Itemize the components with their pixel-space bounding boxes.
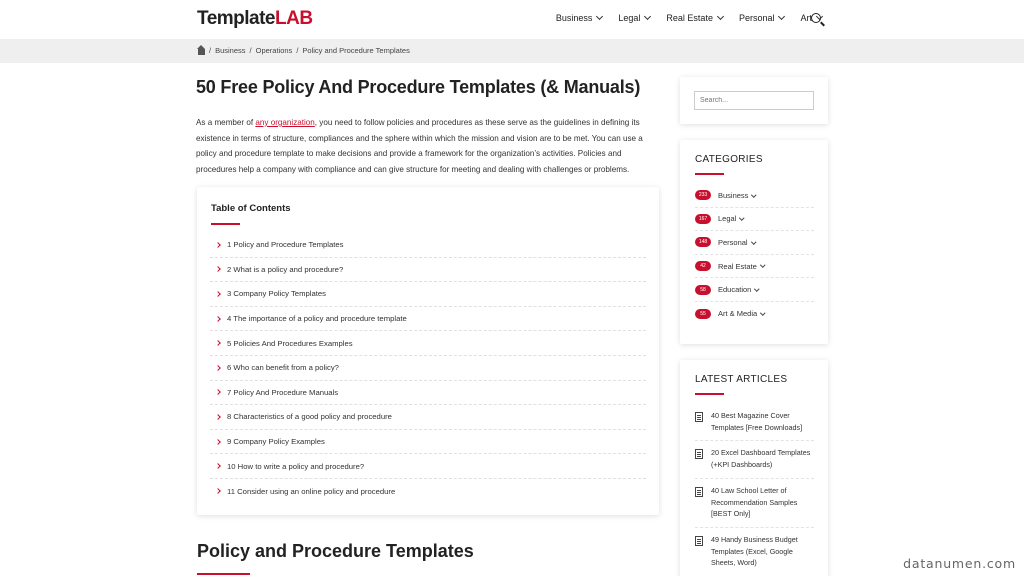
chevron-right-icon: [215, 463, 221, 469]
toc-item[interactable]: [210, 233, 646, 258]
search-icon[interactable]: [811, 13, 821, 23]
latest-articles-title: LATEST ARTICLES: [695, 374, 788, 385]
chevron-right-icon: [215, 365, 221, 371]
toc-item[interactable]: [210, 258, 646, 283]
section-heading: Policy and Procedure Templates: [197, 541, 474, 561]
chevron-down-icon: [755, 286, 760, 291]
toc-item-label: 7 Policy And Procedure Manuals: [227, 387, 339, 397]
article-title: 40 Best Magazine Cover Templates [Free Downloads]: [711, 411, 803, 432]
document-icon: [695, 487, 703, 497]
categories-underline: [695, 173, 724, 175]
document-icon: [695, 412, 703, 422]
toc-item[interactable]: [210, 405, 646, 430]
nav-legal-label: Legal: [618, 13, 641, 23]
toc-item[interactable]: [210, 356, 646, 381]
breadcrumb-operations[interactable]: Operations: [255, 46, 293, 55]
toc-item-label: 6 Who can benefit from a policy?: [227, 363, 339, 373]
toc-item[interactable]: [210, 430, 646, 455]
categories-title: CATEGORIES: [695, 154, 763, 165]
toc-title: Table of Contents: [211, 203, 291, 214]
table-of-contents: [197, 187, 659, 515]
category-label: Education: [718, 285, 752, 295]
nav-personal[interactable]: [739, 13, 785, 23]
toc-item[interactable]: [210, 331, 646, 356]
breadcrumb-business[interactable]: Business: [215, 46, 246, 55]
category-label: Real Estate: [718, 261, 757, 271]
nav-real-estate[interactable]: [666, 13, 723, 23]
nav-business-label: Business: [555, 13, 593, 23]
intro-text-start: As a member of: [196, 118, 256, 127]
toc-item[interactable]: [210, 282, 646, 307]
chevron-down-icon: [752, 192, 757, 197]
search-input[interactable]: [694, 91, 814, 110]
category-label: Art & Media: [718, 309, 758, 319]
chevron-down-icon: [740, 215, 745, 220]
chevron-right-icon: [215, 414, 221, 420]
main-nav: [556, 13, 822, 23]
category-label: Personal: [718, 237, 748, 247]
category-art-media[interactable]: [695, 302, 814, 326]
chevron-right-icon: [215, 291, 221, 297]
categories-card: [680, 140, 828, 344]
category-legal[interactable]: [695, 208, 814, 232]
intro-text-end: , you need to follow policies and procedures as these serve as the guidelines in defining its existence in terms of structure, compliances and the sphere within which the mission and vision are to be met. You can use a policy and procedure template to make decisions and provide a framework for the organization’s activities. Policies and procedures help a company with compliance and can give structure for meeting and dealing with challenges or problems.: [196, 118, 643, 174]
toc-item[interactable]: [210, 381, 646, 406]
chevron-right-icon: [215, 242, 221, 248]
toc-item-label: 2 What is a policy and procedure?: [227, 264, 344, 274]
page-title: 50 Free Policy And Procedure Templates (& Manuals): [196, 77, 641, 97]
home-icon[interactable]: [198, 49, 205, 55]
nav-legal[interactable]: [618, 13, 650, 23]
category-label: Business: [718, 190, 749, 200]
toc-item-label: 11 Consider using an online policy and procedure: [227, 486, 396, 496]
chevron-right-icon: [215, 316, 221, 322]
toc-item-label: 8 Characteristics of a good policy and procedure: [227, 412, 392, 422]
intro-paragraph: [196, 115, 658, 177]
breadcrumb-current: Policy and Procedure Templates: [302, 46, 410, 55]
toc-item-label: 3 Company Policy Templates: [227, 289, 326, 299]
category-personal[interactable]: [695, 231, 814, 255]
article-title: 49 Handy Business Budget Templates (Excel, Google Sheets, Word): [711, 534, 798, 568]
latest-articles-card: [680, 360, 828, 576]
article-link[interactable]: [695, 479, 814, 528]
nav-personal-label: Personal: [738, 13, 775, 23]
nav-art-label: Art: [800, 13, 812, 23]
chevron-down-icon: [644, 13, 651, 20]
chevron-right-icon: [215, 340, 221, 346]
toc-item[interactable]: [210, 454, 646, 479]
breadcrumb-separator: /: [296, 46, 299, 55]
toc-item[interactable]: [210, 479, 646, 504]
site-logo[interactable]: [197, 8, 313, 30]
article-title: 20 Excel Dashboard Templates (+KPI Dashboards): [711, 448, 811, 470]
chevron-right-icon: [215, 267, 221, 273]
chevron-down-icon: [778, 13, 785, 20]
watermark: datanumen.com: [903, 556, 1016, 571]
category-business[interactable]: [695, 184, 814, 208]
count-badge: 42: [695, 261, 711, 271]
breadcrumb-separator: /: [209, 46, 212, 55]
count-badge: 55: [695, 309, 711, 319]
logo-template-text: Template: [197, 8, 276, 29]
toc-item[interactable]: [210, 307, 646, 332]
count-badge: 148: [695, 237, 711, 247]
sidebar-search-card: [680, 77, 828, 124]
chevron-down-icon: [760, 310, 765, 315]
nav-business[interactable]: [556, 13, 603, 23]
count-badge: 58: [695, 285, 711, 295]
any-organization-link[interactable]: any organization: [255, 118, 315, 127]
document-icon: [695, 449, 703, 459]
section-heading-underline: [197, 573, 250, 575]
toc-list: [210, 233, 646, 504]
categories-list: [695, 184, 814, 326]
latest-articles-underline: [695, 393, 724, 395]
chevron-down-icon: [751, 239, 756, 244]
toc-item-label: 10 How to write a policy and procedure?: [227, 461, 365, 471]
latest-articles-list: [695, 404, 814, 576]
chevron-right-icon: [215, 390, 221, 396]
toc-item-label: 5 Policies And Procedures Examples: [227, 338, 353, 348]
article-title: 40 Law School Letter of Recommendation Samples [BEST Only]: [711, 485, 798, 519]
chevron-down-icon: [596, 13, 603, 20]
category-label: Legal: [718, 214, 737, 224]
breadcrumb: [198, 46, 410, 55]
chevron-down-icon: [760, 263, 765, 268]
breadcrumb-bar: [0, 39, 1024, 63]
toc-underline: [211, 223, 240, 225]
site-header: [0, 0, 1024, 39]
breadcrumb-separator: /: [249, 46, 252, 55]
article-link[interactable]: [695, 404, 814, 441]
chevron-right-icon: [215, 439, 221, 445]
chevron-right-icon: [215, 488, 221, 494]
count-badge: 233: [695, 190, 711, 200]
count-badge: 167: [695, 214, 711, 224]
article-link[interactable]: [695, 528, 814, 576]
chevron-down-icon: [717, 13, 724, 20]
category-education[interactable]: [695, 278, 814, 302]
logo-lab-text: LAB: [275, 8, 313, 29]
article-link[interactable]: [695, 441, 814, 478]
toc-item-label: 9 Company Policy Examples: [227, 437, 325, 447]
category-real-estate[interactable]: [695, 255, 814, 279]
document-icon: [695, 536, 703, 546]
nav-real-estate-label: Real Estate: [666, 13, 713, 23]
toc-item-label: 1 Policy and Procedure Templates: [227, 240, 344, 250]
toc-item-label: 4 The importance of a policy and procedure template: [227, 314, 407, 324]
